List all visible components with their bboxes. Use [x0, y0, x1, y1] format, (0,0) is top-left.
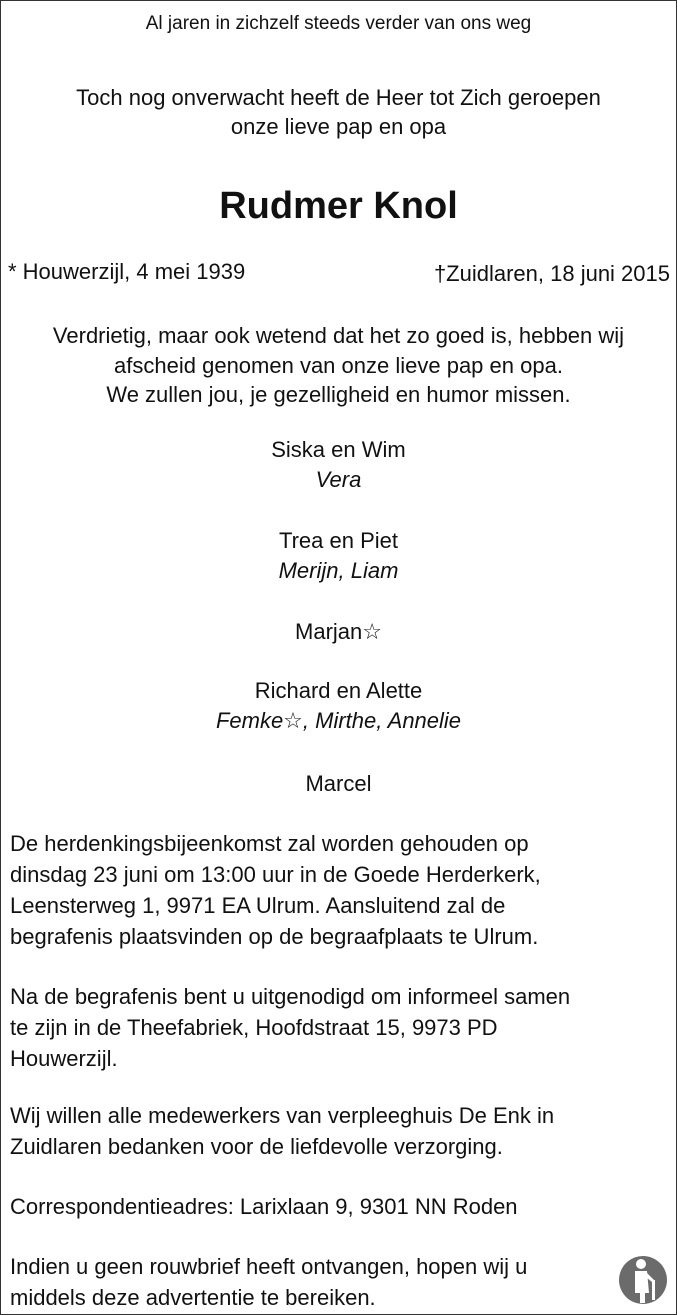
paragraph-line: Correspondentieadres: Larixlaan 9, 9301 NN Roden	[10, 1194, 518, 1219]
message-line-2: afscheid genomen van onze lieve pap en opa.	[114, 353, 563, 378]
paragraph-line: Indien u geen rouwbrief heeft ontvangen, hopen wij u	[10, 1254, 528, 1279]
family-children: Vera	[315, 467, 362, 492]
paragraph-line: te zijn in de Theefabriek, Hoofdstraat 15, 9973 PD	[10, 1015, 498, 1040]
paragraph-line: begrafenis plaatsvinden op de begraafplaats te Ulrum.	[10, 924, 539, 949]
correspondence-paragraph	[10, 1191, 668, 1222]
reception-paragraph	[10, 981, 668, 1074]
intro-line-2: onze lieve pap en opa	[230, 114, 447, 139]
ceremony-paragraph	[10, 828, 668, 952]
family-names: Siska en Wim	[271, 437, 406, 462]
paragraph-line: De herdenkingsbijeenkomst zal worden gehouden op	[10, 831, 529, 856]
motto: Al jaren in zichzelf steeds verder van ons weg	[145, 13, 532, 34]
mourning-figure-logo-icon	[618, 1253, 668, 1307]
notice-paragraph	[10, 1251, 668, 1313]
paragraph-line: Wij willen alle medewerkers van verpleeghuis De Enk in	[10, 1103, 555, 1128]
message-line-1: Verdrietig, maar ook wetend dat het zo goed is, hebben wij	[52, 323, 625, 348]
family-names: Marcel	[305, 771, 372, 796]
deceased-name: Rudmer Knol	[219, 185, 458, 227]
family-names: Marjan☆	[295, 619, 382, 644]
family-children: Merijn, Liam	[278, 558, 399, 583]
message-line-3: We zullen jou, je gezelligheid en humor missen.	[106, 382, 571, 407]
family-names: Richard en Alette	[254, 678, 423, 703]
paragraph-line: Na de begrafenis bent u uitgenodigd om informeel samen	[10, 984, 571, 1009]
paragraph-line: Leensterweg 1, 9971 EA Ulrum. Aansluitend zal de	[10, 893, 506, 918]
family-names: Trea en Piet	[278, 528, 399, 553]
intro-line-1: Toch nog onverwacht heeft de Heer tot Zich geroepen	[76, 85, 601, 110]
family-children: Femke☆, Mirthe, Annelie	[215, 708, 462, 733]
paragraph-line: Houwerzijl.	[10, 1046, 118, 1071]
paragraph-line: Zuidlaren bedanken voor de liefdevolle verzorging.	[10, 1134, 503, 1159]
paragraph-line: middels deze advertentie te bereiken.	[10, 1285, 376, 1310]
thanks-paragraph	[10, 1100, 668, 1162]
death-info: †Zuidlaren, 18 juni 2015	[433, 261, 670, 286]
birth-info: * Houwerzijl, 4 mei 1939	[8, 259, 246, 284]
paragraph-line: dinsdag 23 juni om 13:00 uur in de Goede Herderkerk,	[10, 862, 541, 887]
